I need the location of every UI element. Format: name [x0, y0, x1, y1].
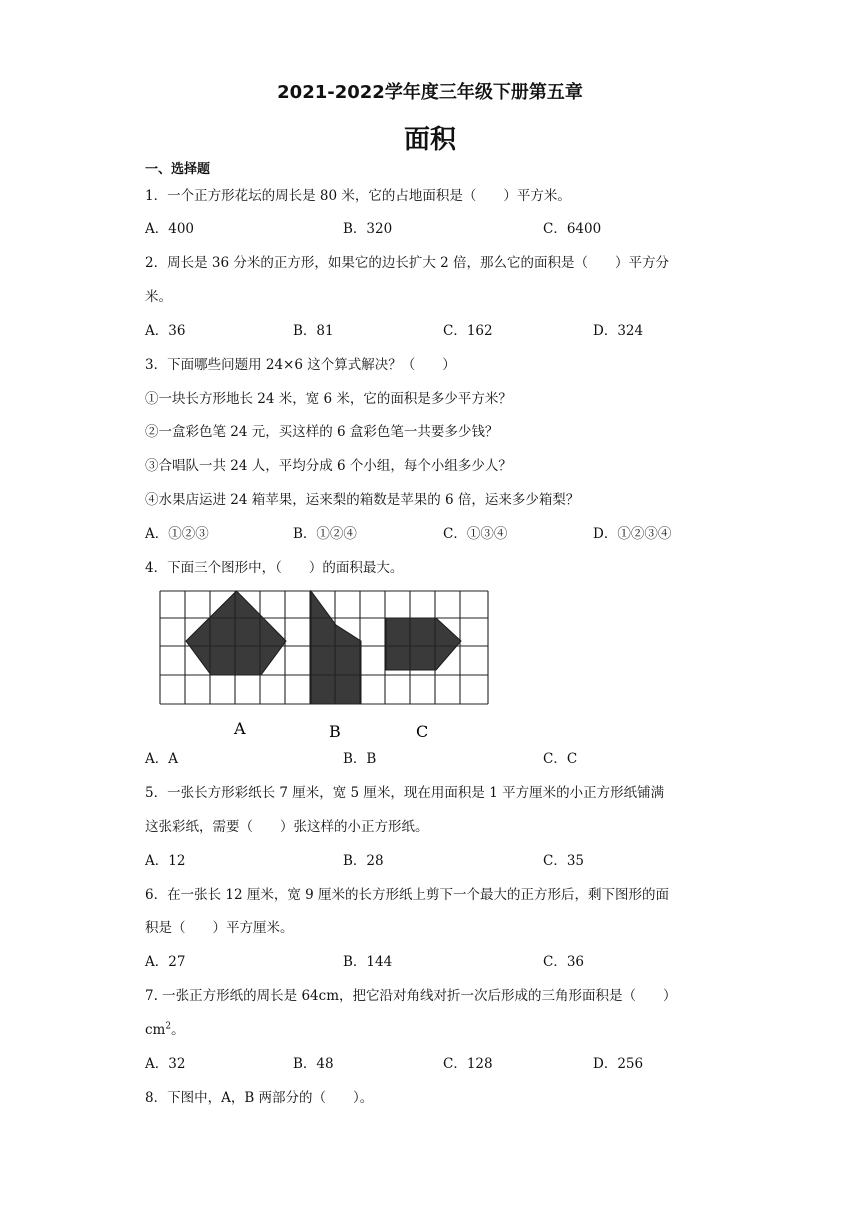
- q3-statement-4: ④水果店运进 24 箱苹果，运来梨的箱数是苹果的 6 倍，运来多少箱梨？: [145, 492, 580, 508]
- q4-option-c[interactable]: C．C: [543, 751, 578, 767]
- unit-cm: cm: [145, 1022, 166, 1038]
- question-8-text: 8．下图中，A，B 两部分的（ ）。: [145, 1090, 374, 1106]
- q7-option-d[interactable]: D．256: [593, 1056, 644, 1072]
- question-7-text-cont: [145, 1020, 185, 1040]
- q3-option-d[interactable]: D．①②③④: [593, 526, 672, 542]
- q3-statement-3: ③合唱队一共 24 人，平均分成 6 个小组，每个小组多少人？: [145, 458, 512, 474]
- q7-option-b[interactable]: B．48: [293, 1056, 334, 1072]
- question-2-text: 2．周长是 36 分米的正方形，如果它的边长扩大 2 倍，那么它的面积是（ ）平方分: [145, 255, 670, 271]
- figure-label-a: A: [234, 719, 246, 738]
- q4-option-a[interactable]: A．A: [145, 751, 178, 767]
- q7-option-a[interactable]: A．32: [145, 1056, 186, 1072]
- q3-statement-2: ②一盒彩色笔 24 元，买这样的 6 盒彩色笔一共要多少钱？: [145, 424, 499, 440]
- q1-option-a[interactable]: A．400: [145, 221, 195, 237]
- worksheet-subtitle: 面积: [403, 125, 456, 155]
- q5-option-b[interactable]: B．28: [343, 853, 384, 869]
- grid-figure: [152, 588, 497, 743]
- shape-a: [186, 591, 286, 675]
- question-6-text: 6．在一张长 12 厘米，宽 9 厘米的长方形纸上剪下一个最大的正方形后，剩下图形的面: [145, 887, 670, 903]
- question-3-text: 3．下面哪些问题用 24×6 这个算式解决？（ ）: [145, 357, 456, 373]
- worksheet-title: 2021-2022学年度三年级下册第五章: [277, 82, 583, 103]
- q3-option-b[interactable]: B．①②④: [293, 526, 357, 542]
- question-5-text-cont: 这张彩纸，需要（ ）张这样的小正方形纸。: [145, 819, 429, 835]
- figure-label-c: C: [416, 722, 429, 741]
- shape-b: [311, 591, 361, 704]
- period: 。: [171, 1022, 185, 1038]
- q6-option-c[interactable]: C．36: [543, 954, 585, 970]
- q7-option-c[interactable]: C．128: [443, 1056, 493, 1072]
- section-heading: 一、选择题: [145, 162, 211, 177]
- q5-option-a[interactable]: A．12: [145, 853, 186, 869]
- question-5-text: 5．一张长方形彩纸长 7 厘米，宽 5 厘米，现在用面积是 1 平方厘米的小正方形纸铺满: [145, 785, 665, 801]
- q2-option-d[interactable]: D．324: [593, 323, 644, 339]
- unit-exponent: 2: [165, 1021, 172, 1032]
- q2-option-b[interactable]: B．81: [293, 323, 334, 339]
- question-2-text-cont: 米。: [145, 289, 172, 305]
- figure-label-b: B: [329, 722, 341, 741]
- question-4-text: 4．下面三个图形中，（ ）的面积最大。: [145, 560, 404, 576]
- shape-c: [386, 618, 461, 670]
- q2-option-a[interactable]: A．36: [145, 323, 186, 339]
- q1-option-c[interactable]: C．6400: [543, 221, 602, 237]
- q2-option-c[interactable]: C．162: [443, 323, 493, 339]
- question-7-text: 7. 一张正方形纸的周长是 64cm，把它沿对角线对折一次后形成的三角形面积是（ ）: [145, 988, 677, 1004]
- question-1-text: 1．一个正方形花坛的周长是 80 米，它的占地面积是（ ）平方米。: [145, 188, 571, 204]
- q5-option-c[interactable]: C．35: [543, 853, 585, 869]
- q4-option-b[interactable]: B．B: [343, 751, 377, 767]
- q6-option-a[interactable]: A．27: [145, 954, 186, 970]
- q1-option-b[interactable]: B．320: [343, 221, 393, 237]
- q6-option-b[interactable]: B．144: [343, 954, 393, 970]
- q3-option-a[interactable]: A．①②③: [145, 526, 209, 542]
- q3-option-c[interactable]: C．①③④: [443, 526, 508, 542]
- q3-statement-1: ①一块长方形地长 24 米，宽 6 米，它的面积是多少平方米？: [145, 391, 512, 407]
- question-6-text-cont: 积是（ ）平方厘米。: [145, 920, 294, 936]
